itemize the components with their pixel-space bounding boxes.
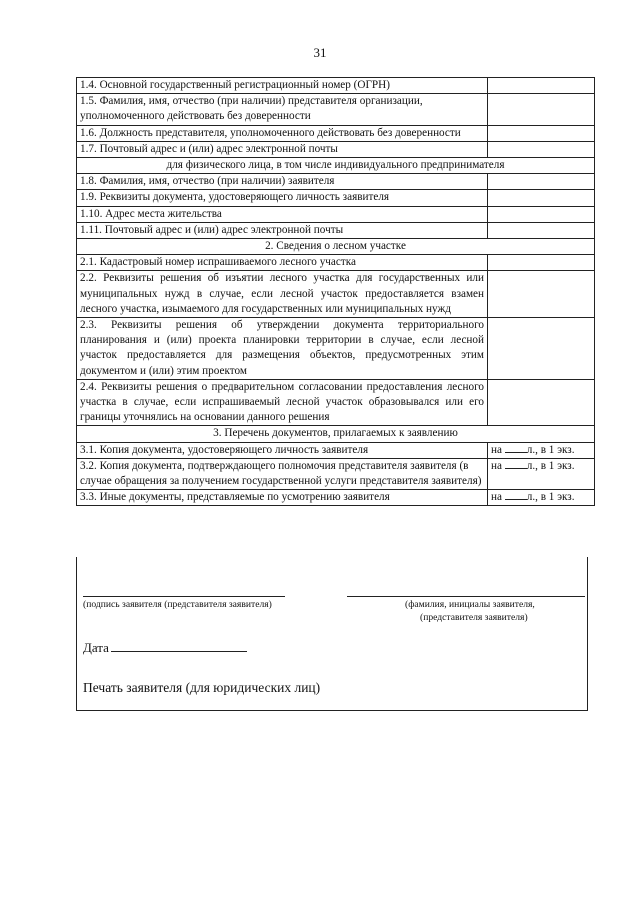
sheet-count-blank[interactable] bbox=[505, 443, 527, 453]
table-row bbox=[77, 222, 595, 238]
table-row bbox=[77, 379, 595, 426]
field-value-org-representative-name[interactable] bbox=[488, 94, 595, 125]
date-row bbox=[83, 639, 247, 656]
amount-prefix: на bbox=[491, 443, 502, 456]
date-label: Дата bbox=[83, 640, 109, 655]
field-value-planning-decision[interactable] bbox=[488, 318, 595, 380]
field-value-identity-document[interactable] bbox=[488, 190, 595, 206]
field-value-withdrawal-decision[interactable] bbox=[488, 271, 595, 318]
field-label-applicant-name: 1.8. Фамилия, имя, отчество (при наличии) заявителя bbox=[77, 174, 488, 190]
field-label-residence-address: 1.10. Адрес места жительства bbox=[77, 206, 488, 222]
field-label-authority-copy: 3.2. Копия документа, подтверждающего полномочия представителя заявителя (в случае обращения за получением государственной услуги представителя заявителя) bbox=[77, 458, 488, 489]
table-row bbox=[77, 141, 595, 157]
signature-caption: (подпись заявителя (представителя заявителя) bbox=[83, 599, 272, 610]
field-value-individual-address[interactable] bbox=[488, 222, 595, 238]
field-value-org-address[interactable] bbox=[488, 141, 595, 157]
sheet-count-blank[interactable] bbox=[505, 459, 527, 469]
section-header-forest-plot: 2. Сведения о лесном участке bbox=[77, 239, 595, 255]
field-value-preliminary-approval[interactable] bbox=[488, 379, 595, 426]
field-label-other-documents: 3.3. Иные документы, представляемые по усмотрению заявителя bbox=[77, 490, 488, 506]
amount-suffix: л., в 1 экз. bbox=[526, 491, 575, 504]
section-header-documents: 3. Перечень документов, прилагаемых к заявлению bbox=[77, 426, 595, 442]
date-field[interactable] bbox=[111, 639, 247, 652]
sheet-count-blank[interactable] bbox=[505, 490, 527, 500]
field-label-preliminary-approval: 2.4. Реквизиты решения о предварительном согласовании предоставления лесного участка в случае, если испрашиваемый лесной участок образовывался или его границы уточнялись на основании данного решения bbox=[77, 379, 488, 426]
field-label-representative-position: 1.6. Должность представителя, уполномоченного действовать без доверенности bbox=[77, 125, 488, 141]
amount-suffix: л., в 1 экз. bbox=[526, 459, 575, 472]
table-row bbox=[77, 255, 595, 271]
name-caption-line1: (фамилия, инициалы заявителя, bbox=[405, 599, 535, 610]
table-row bbox=[77, 190, 595, 206]
field-value-cadastral-number[interactable] bbox=[488, 255, 595, 271]
sheet-count-field[interactable] bbox=[488, 490, 595, 506]
field-label-org-representative-name: 1.5. Фамилия, имя, отчество (при наличии) представителя организации, уполномоченного действовать без доверенности bbox=[77, 94, 488, 125]
table-row bbox=[77, 174, 595, 190]
table-row bbox=[77, 206, 595, 222]
table-row bbox=[77, 271, 595, 318]
table-row bbox=[77, 318, 595, 380]
section-header-individual: для физического лица, в том числе индивидуального предпринимателя bbox=[77, 158, 595, 174]
table-row bbox=[77, 490, 595, 506]
table-row bbox=[77, 125, 595, 141]
amount-prefix: на bbox=[491, 491, 502, 504]
field-label-cadastral-number: 2.1. Кадастровый номер испрашиваемого лесного участка bbox=[77, 255, 488, 271]
table-row bbox=[77, 458, 595, 489]
name-caption-line2: (представителя заявителя) bbox=[420, 612, 528, 623]
field-value-ogrn[interactable] bbox=[488, 78, 595, 94]
table-row bbox=[77, 94, 595, 125]
table-row bbox=[77, 78, 595, 94]
field-label-withdrawal-decision: 2.2. Реквизиты решения об изъятии лесного участка для государственных или муниципальных нужд в случае, если лесной участок предоставляется взамен лесного участка, изымаемого для государственных или муниципальных нужд bbox=[77, 271, 488, 318]
field-value-residence-address[interactable] bbox=[488, 206, 595, 222]
amount-prefix: на bbox=[491, 459, 502, 472]
field-value-applicant-name[interactable] bbox=[488, 174, 595, 190]
field-label-individual-address: 1.11. Почтовый адрес и (или) адрес электронной почты bbox=[77, 222, 488, 238]
field-label-identity-document: 1.9. Реквизиты документа, удостоверяющего личность заявителя bbox=[77, 190, 488, 206]
field-label-ogrn: 1.4. Основной государственный регистрационный номер (ОГРН) bbox=[77, 78, 488, 94]
section-header-row bbox=[77, 239, 595, 255]
section-header-row bbox=[77, 426, 595, 442]
sheet-count-field[interactable] bbox=[488, 442, 595, 458]
name-initials-line[interactable] bbox=[347, 596, 585, 597]
field-label-org-address: 1.7. Почтовый адрес и (или) адрес электронной почты bbox=[77, 141, 488, 157]
sheet-count-field[interactable] bbox=[488, 458, 595, 489]
amount-suffix: л., в 1 экз. bbox=[526, 443, 575, 456]
stamp-label: Печать заявителя (для юридических лиц) bbox=[83, 680, 321, 695]
field-label-identity-copy: 3.1. Копия документа, удостоверяющего личность заявителя bbox=[77, 442, 488, 458]
signature-line[interactable] bbox=[83, 596, 285, 597]
field-value-representative-position[interactable] bbox=[488, 125, 595, 141]
signature-block bbox=[76, 557, 588, 711]
section-header-row bbox=[77, 158, 595, 174]
table-row bbox=[77, 442, 595, 458]
application-form-table bbox=[76, 77, 595, 506]
field-label-planning-decision: 2.3. Реквизиты решения об утверждении документа территориального планирования и (или) проекта планировки территории в случае, если лесной участок предоставляется для размещения объектов, предусмотренных этим документом и (или) этим проектом bbox=[77, 318, 488, 380]
page-number: 31 bbox=[313, 45, 327, 60]
